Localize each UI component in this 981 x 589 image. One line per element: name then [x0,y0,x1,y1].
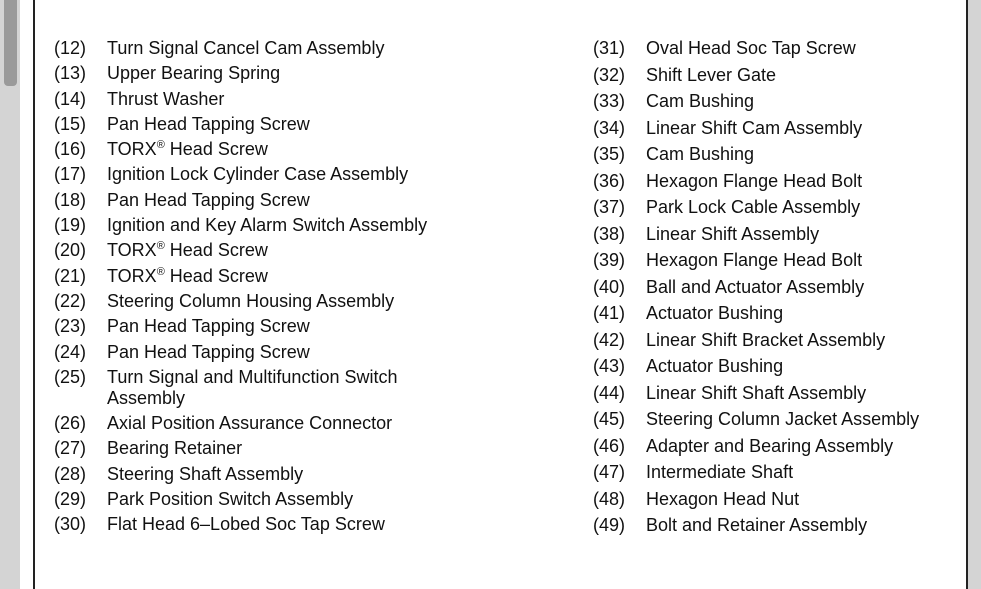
parts-list-item [593,330,963,351]
item-number: (33) [593,91,626,111]
item-label [107,266,268,287]
item-label [107,190,310,211]
parts-list-item [54,266,579,287]
item-label-text: Upper Bearing Spring [107,63,281,84]
item-number: (39) [593,250,626,270]
item-label [107,240,268,261]
document-page [35,0,966,589]
registered-mark: ® [156,139,165,152]
item-number: (34) [593,117,626,138]
item-label-text: Ignition and Key Alarm Switch Assembly [107,215,428,236]
item-number: (44) [593,382,626,403]
vertical-scrollbar[interactable] [0,0,20,589]
item-label [107,413,392,434]
item-label-text: Turn Signal and Multifunction Switch [107,366,398,387]
item-label-suffix: Head Screw [164,240,268,261]
parts-list-item [593,171,963,192]
item-label [107,367,397,409]
item-label [646,515,867,536]
item-label [646,383,866,404]
item-label-text: Hexagon Flange Head Bolt [646,250,863,270]
item-label-text: Oval Head Soc Tap Screw [646,38,856,58]
page-margin [20,0,34,589]
item-label [646,303,783,324]
parts-list-item [593,65,963,86]
parts-list-item [54,342,579,363]
item-label [107,63,280,84]
parts-list-item [54,316,579,337]
item-number: (46) [593,435,626,456]
item-label-line2: Assembly [107,387,186,408]
item-label [107,464,303,485]
item-label-text: Pan Head Tapping Screw [107,113,310,134]
item-label [646,409,919,430]
item-number: (36) [593,170,626,191]
item-number: (23) [54,316,87,337]
parts-list-item [54,438,579,459]
item-number: (38) [593,223,626,244]
parts-list-item [593,515,963,536]
item-number: (49) [593,515,626,535]
item-number: (12) [54,38,87,58]
parts-list-item [593,250,963,271]
item-label-suffix: Head Screw [164,265,268,286]
item-number: (37) [593,197,626,217]
parts-list-item [54,89,579,110]
item-label [646,91,754,112]
item-label-text: Cam Bushing [646,144,755,164]
item-number: (42) [593,329,626,350]
parts-list-item [593,462,963,483]
item-label-text: Linear Shift Assembly [646,223,820,244]
parts-list-item [54,413,579,434]
item-label [107,489,353,510]
item-label-text: Hexagon Flange Head Bolt [646,170,863,191]
item-label [107,291,394,312]
item-label [107,89,224,110]
item-label-text: Linear Shift Bracket Assembly [646,329,886,350]
item-number: (20) [54,240,87,261]
item-label [646,462,793,483]
item-number: (16) [54,139,87,160]
item-number: (28) [54,463,87,484]
parts-list-item [54,367,579,409]
item-label [646,38,856,59]
item-label [646,171,862,192]
item-number: (14) [54,88,87,109]
item-label-text: Flat Head 6–Lobed Soc Tap Screw [107,514,385,535]
item-label [646,250,862,271]
item-label [646,277,864,298]
item-label-text: Park Position Switch Assembly [107,489,354,510]
item-label [107,139,268,160]
item-label [107,38,384,59]
item-label-text: Pan Head Tapping Screw [107,189,310,210]
parts-list-item [593,118,963,139]
parts-list-item [593,409,963,430]
item-label-text: Turn Signal Cancel Cam Assembly [107,38,385,58]
parts-list-item [593,224,963,245]
item-label [646,356,783,377]
item-label-text: Steering Shaft Assembly [107,463,304,484]
parts-list-item [54,291,579,312]
item-number: (30) [54,514,87,535]
item-number: (18) [54,189,87,210]
item-label-text: Linear Shift Cam Assembly [646,117,863,138]
item-label [646,118,862,139]
parts-list-item [593,38,963,59]
item-label-text: TORX [107,139,157,160]
item-number: (24) [54,341,87,362]
item-label [107,114,310,135]
item-label [646,489,799,510]
item-number: (40) [593,276,626,297]
item-number: (35) [593,144,626,164]
item-number: (15) [54,113,87,134]
item-label-text: Ignition Lock Cylinder Case Assembly [107,164,409,185]
item-label [107,164,408,185]
item-label [646,197,860,218]
parts-list-item [593,144,963,165]
item-number: (45) [593,409,626,429]
parts-list-item [593,197,963,218]
item-label-text: Shift Lever Gate [646,64,777,85]
item-label-text: Actuator Bushing [646,303,784,323]
item-label-text: Park Lock Cable Assembly [646,197,861,217]
item-label [646,330,885,351]
item-number: (25) [54,366,87,387]
item-label-text: Axial Position Assurance Connector [107,413,393,434]
parts-list-item [54,114,579,135]
item-label-text: Bolt and Retainer Assembly [646,515,868,535]
parts-list-item [54,489,579,510]
item-label-text: Thrust Washer [107,88,225,109]
item-label-text: Bearing Retainer [107,438,243,459]
item-label-text: Adapter and Bearing Assembly [646,435,894,456]
item-label [107,514,385,535]
parts-list-item [593,277,963,298]
item-label-text: Actuator Bushing [646,356,784,376]
item-number: (27) [54,438,87,459]
item-number: (13) [54,63,87,84]
parts-list-item [593,91,963,112]
item-label-text: Steering Column Jacket Assembly [646,409,920,429]
parts-list-item [54,164,579,185]
item-number: (21) [54,265,87,286]
parts-list-item [593,489,963,510]
item-label-text: Ball and Actuator Assembly [646,276,865,297]
item-label-text: Linear Shift Shaft Assembly [646,382,867,403]
item-number: (31) [593,38,626,58]
parts-list-item [54,190,579,211]
item-number: (48) [593,488,626,509]
item-label-text: Intermediate Shaft [646,462,794,482]
right-gutter [968,0,981,589]
item-label-text: TORX [107,240,157,261]
parts-list-item [54,63,579,84]
parts-list-item [54,38,579,59]
parts-list-item [54,215,579,236]
item-label-text: TORX [107,265,157,286]
parts-list-item [593,383,963,404]
item-label [646,65,776,86]
parts-list-item [54,139,579,160]
item-label [107,342,310,363]
parts-list-item [54,240,579,261]
item-number: (17) [54,164,87,185]
item-label-text: Cam Bushing [646,91,755,111]
item-label [646,224,819,245]
item-label-text: Pan Head Tapping Screw [107,316,310,337]
parts-list-item [54,514,579,535]
item-label [107,215,427,236]
parts-list-item [54,464,579,485]
item-number: (26) [54,413,87,434]
parts-list-right-column [593,38,963,542]
item-number: (29) [54,489,87,510]
item-label [107,316,310,337]
registered-mark: ® [156,240,165,253]
parts-list-item [593,303,963,324]
item-label-text: Hexagon Head Nut [646,488,800,509]
item-number: (47) [593,462,626,482]
item-number: (41) [593,303,626,323]
item-number: (19) [54,215,87,236]
parts-list-item [593,356,963,377]
parts-list-item [593,436,963,457]
registered-mark: ® [156,265,165,278]
parts-list-left-column [54,38,579,540]
item-label [107,438,242,459]
scrollbar-thumb[interactable] [4,0,17,86]
item-label [646,144,754,165]
item-number: (22) [54,290,87,311]
item-label-suffix: Head Screw [164,139,268,160]
item-label-text: Pan Head Tapping Screw [107,341,310,362]
item-label-text: Steering Column Housing Assembly [107,290,395,311]
item-number: (43) [593,356,626,376]
item-number: (32) [593,64,626,85]
item-label [646,436,893,457]
